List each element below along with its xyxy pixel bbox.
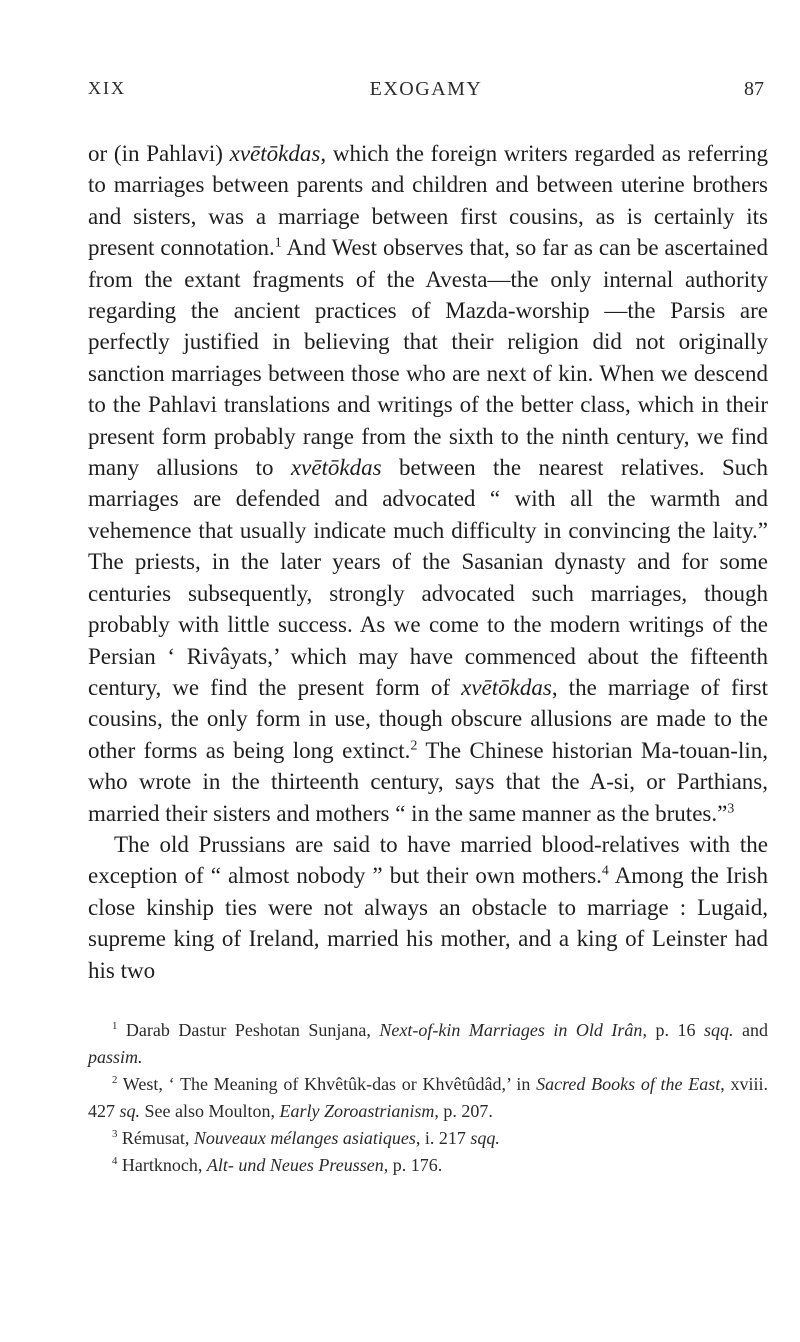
text-run: , p. 16: [642, 1020, 704, 1040]
text-run: Rémusat,: [117, 1128, 194, 1148]
running-title: EXOGAMY: [369, 78, 483, 100]
text-run: , p. 176.: [383, 1155, 443, 1175]
book-title: Alt- und Neues Preussen: [206, 1155, 384, 1175]
text-run: The old Prussians are said to have married blood-relatives with the exception of “ almost nobody ” but their own mothers.: [88, 831, 768, 889]
text-run: Among the Irish close kinship ties were not always an obstacle to marriage : Lugaid, supreme king of Ireland, married his mother, and a king of Leinster had his two: [88, 863, 768, 983]
page-number: 87: [744, 78, 764, 100]
text-run: , which the foreign writers regarded as referring to marriages between parents and children and between uterine brothers and sisters, was a marriage between first cousins, as is certainly its present connotation.: [88, 141, 769, 261]
main-text: [88, 138, 768, 986]
text-run: , i. 217: [415, 1128, 471, 1148]
text-run: between the nearest relatives. Such marriages are defended and advocated “ with all the warmth and vehemence that usually indicate much difficulty in convincing the laity.” The priests, in the later years of the Sasanian dynasty and for some centuries subsequently, strongly advocated such marriages, though probably with little success. As we come to the modern writings of the Persian ‘ Rivâyats,’ which may have commenced about the fifteenth century, we find the present form of: [88, 455, 768, 700]
footnote-mark: 2: [112, 1074, 118, 1086]
text-run: See also Moulton,: [140, 1101, 280, 1121]
italic-term: sqq.: [470, 1128, 500, 1148]
footnote-ref: 1: [274, 234, 282, 250]
text-run: , p. 207.: [434, 1101, 493, 1121]
italic-term: passim.: [88, 1047, 143, 1067]
footnote: [88, 1017, 768, 1071]
footnote-ref: 3: [727, 799, 735, 815]
footnote-mark: 1: [112, 1020, 118, 1032]
text-run: West, ‘ The Meaning of Khvêtûk-das or Khvêtûdâd,’ in: [117, 1074, 537, 1094]
paragraph: [88, 138, 768, 829]
text-run: , the marriage of first cousins, the only form in use, though obscure allusions are made to the other forms as being long extinct.: [88, 674, 768, 763]
italic-term: sq.: [119, 1101, 141, 1121]
text-run: The Chinese historian Ma-touan-lin, who wrote in the thirteenth century, says that the A-si, or Parthians, married their sisters and mothers “ in the same manner as the brutes.”: [88, 737, 768, 826]
book-title: Sacred Books of the East: [536, 1074, 721, 1094]
text-run: And West observes that, so far as can be ascertained from the extant fragments of the Avesta—the only internal authority regarding the ancient practices of Mazda-worship —the Parsis are perfectly justified in believing that their religion did not originally sanction marriages between those who are next of kin. When we descend to the Pahlavi translations and writings of the better class, which in their present form probably range from the sixth to the ninth century, we find many allusions to: [88, 235, 768, 481]
book-title: Nouveaux mélanges asiatiques: [193, 1128, 416, 1148]
footnote-ref: 4: [601, 862, 609, 878]
book-title: Next-of-kin Marriages in Old Irân: [379, 1020, 643, 1040]
text-run: or (in Pahlavi): [88, 141, 230, 166]
footnote: [88, 1152, 768, 1179]
footnotes: [88, 1017, 768, 1179]
italic-term: xvētōkdas: [461, 674, 552, 700]
running-header: [88, 78, 764, 118]
footnote: [88, 1125, 768, 1152]
footnote-ref: 2: [410, 737, 418, 753]
paragraph: [88, 829, 768, 986]
text-run: , xviii. 427: [88, 1074, 768, 1121]
footnote-mark: 4: [112, 1155, 118, 1167]
italic-term: xvētōkdas: [229, 141, 321, 166]
italic-term: sqq.: [703, 1020, 734, 1040]
text-run: and: [733, 1020, 769, 1040]
footnote: [88, 1071, 768, 1125]
text-run: Darab Dastur Peshotan Sunjana,: [117, 1020, 380, 1040]
footnote-mark: 3: [112, 1128, 118, 1140]
italic-term: xvētōkdas: [290, 455, 382, 481]
text-run: Hartknoch,: [117, 1155, 207, 1175]
book-title: Early Zoroastrianism: [279, 1101, 435, 1121]
chapter-number: XIX: [88, 78, 126, 98]
